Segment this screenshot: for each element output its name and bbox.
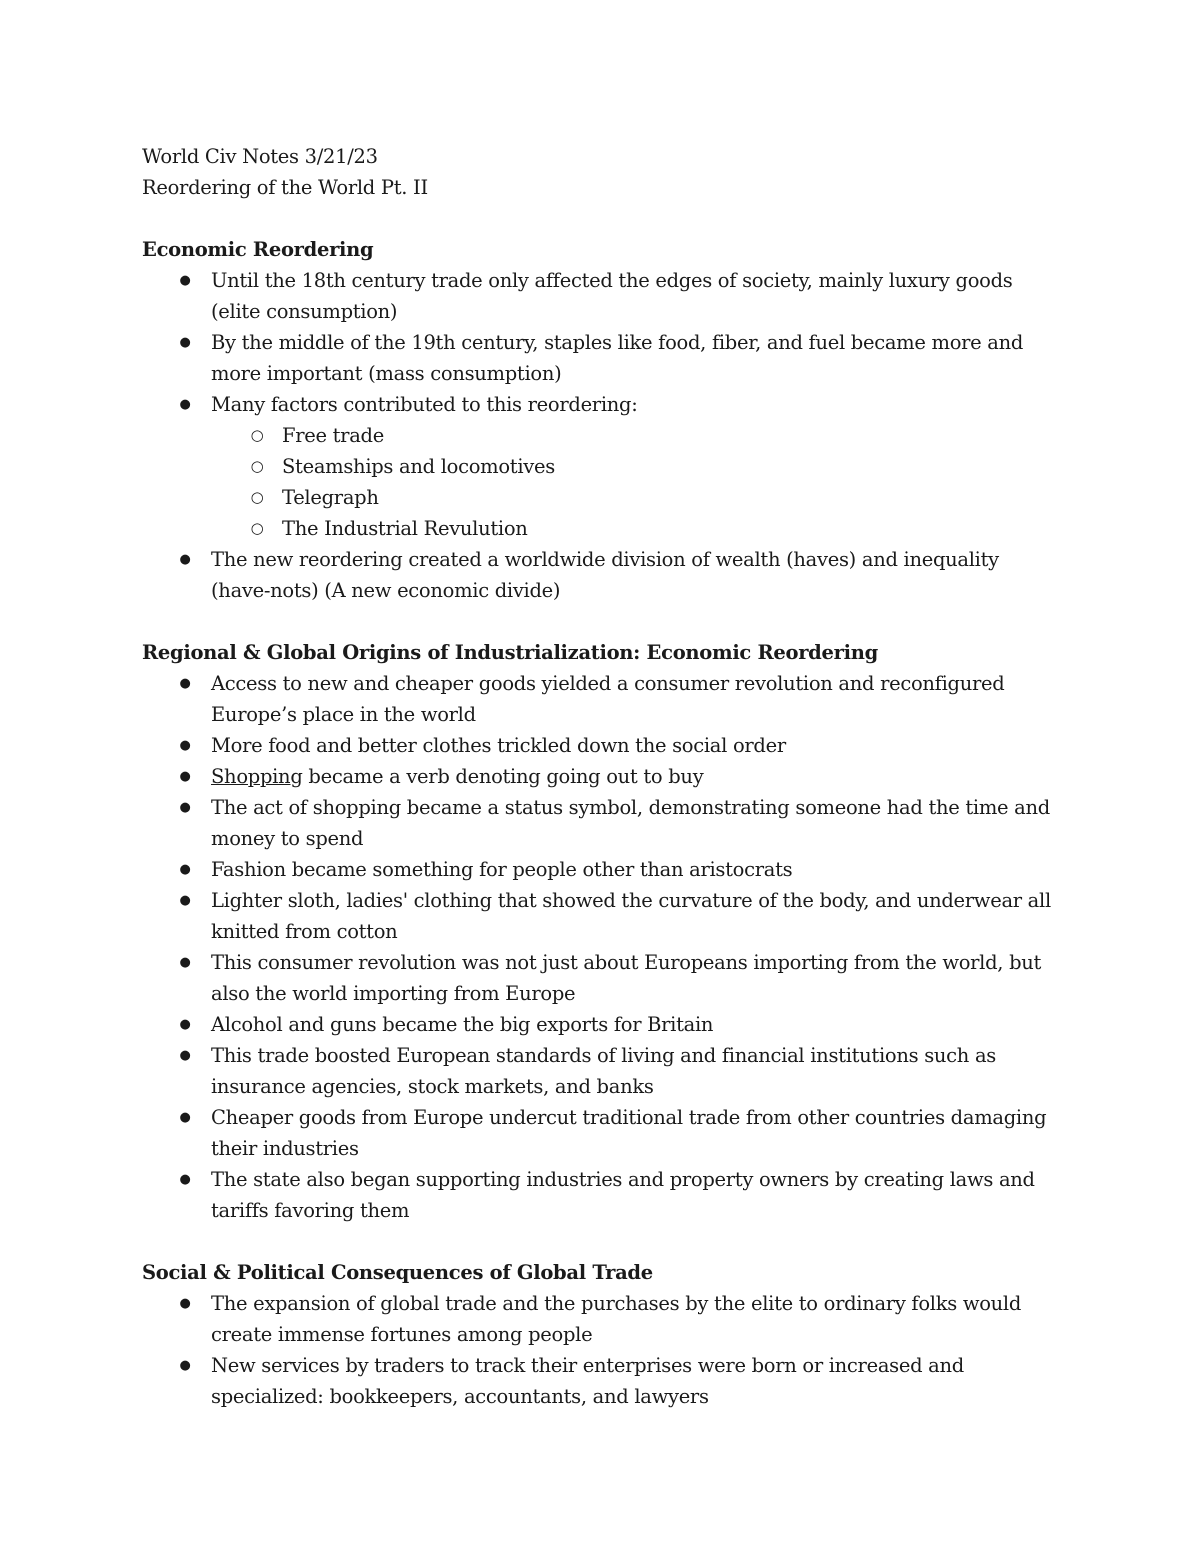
- bullet-list: [142, 1288, 1062, 1412]
- list-item-text: Many factors contributed to this reordering:: [211, 393, 638, 416]
- sub-list-item: [211, 420, 1062, 451]
- list-item-text: Cheaper goods from Europe undercut traditional trade from other countries damaging their industries: [211, 1106, 1047, 1160]
- bullet-list: [142, 265, 1062, 606]
- list-item: [142, 265, 1062, 327]
- bullet-list: [142, 668, 1062, 1226]
- list-item: [142, 854, 1062, 885]
- list-item-text: Access to new and cheaper goods yielded a consumer revolution and reconfigured Europe’s place in the world: [211, 672, 1005, 726]
- hollow-bullet-icon: ○: [250, 488, 264, 506]
- sub-list-item: [211, 513, 1062, 544]
- section-heading: Social & Political Consequences of Global Trade: [142, 1261, 653, 1284]
- list-item-text: Until the 18th century trade only affected the edges of society, mainly luxury goods (elite consumption): [211, 269, 1013, 323]
- list-item-text: By the middle of the 19th century, staples like food, fiber, and fuel became more and more important (mass consumption): [211, 331, 1024, 385]
- underlined-term: Shopping: [211, 765, 303, 788]
- bullet-icon: ●: [179, 1172, 191, 1187]
- section-economic-reordering: [142, 234, 1062, 606]
- sub-list-item: [211, 482, 1062, 513]
- list-item: [142, 1288, 1062, 1350]
- list-item: [142, 1102, 1062, 1164]
- bullet-icon: ●: [179, 552, 191, 567]
- sub-list-item-text: Steamships and locomotives: [282, 455, 555, 478]
- bullet-icon: ●: [179, 1017, 191, 1032]
- list-item-text: Fashion became something for people other than aristocrats: [211, 858, 793, 881]
- bullet-icon: ●: [179, 676, 191, 691]
- hollow-bullet-icon: ○: [250, 519, 264, 537]
- list-item: [142, 327, 1062, 389]
- blank-line: [142, 606, 1062, 637]
- blank-line: [142, 1226, 1062, 1257]
- hollow-bullet-icon: ○: [250, 426, 264, 444]
- bullet-icon: ●: [179, 800, 191, 815]
- section-heading: Regional & Global Origins of Industrialization: Economic Reordering: [142, 641, 878, 664]
- bullet-icon: ●: [179, 862, 191, 877]
- sub-list-item: [211, 451, 1062, 482]
- list-item-text: The expansion of global trade and the purchases by the elite to ordinary folks would create immense fortunes among people: [211, 1292, 1022, 1346]
- section-heading: Economic Reordering: [142, 238, 374, 261]
- list-item: [142, 668, 1062, 730]
- list-item-text: became a verb denoting going out to buy: [308, 765, 704, 788]
- list-item: [142, 947, 1062, 1009]
- bullet-icon: ●: [179, 769, 191, 784]
- list-item: [142, 730, 1062, 761]
- bullet-icon: ●: [179, 397, 191, 412]
- list-item-text: The new reordering created a worldwide division of wealth (haves) and inequality (have-nots) (A new economic divide): [211, 548, 999, 602]
- bullet-icon: ●: [179, 1110, 191, 1125]
- bullet-icon: ●: [179, 1048, 191, 1063]
- list-item-text: This trade boosted European standards of living and financial institutions such as insurance agencies, stock markets, and banks: [211, 1044, 996, 1098]
- list-item: [142, 1040, 1062, 1102]
- bullet-icon: ●: [179, 273, 191, 288]
- sub-list-item-text: The Industrial Revulution: [282, 517, 528, 540]
- blank-line: [142, 203, 1062, 234]
- bullet-icon: ●: [179, 335, 191, 350]
- bullet-icon: ●: [179, 1358, 191, 1373]
- list-item-text: Alcohol and guns became the big exports for Britain: [211, 1013, 714, 1036]
- document-title: World Civ Notes 3/21/23: [142, 145, 378, 168]
- list-item-text: This consumer revolution was not just about Europeans importing from the world, but also the world importing from Europe: [211, 951, 1042, 1005]
- bullet-icon: ●: [179, 1296, 191, 1311]
- list-item-text: The state also began supporting industries and property owners by creating laws and tariffs favoring them: [211, 1168, 1035, 1222]
- list-item: [142, 885, 1062, 947]
- section-social-political-consequences: [142, 1257, 1062, 1412]
- list-item-text: The act of shopping became a status symbol, demonstrating someone had the time and money to spend: [211, 796, 1050, 850]
- document-page: [142, 141, 1062, 1412]
- sub-bullet-list: [211, 420, 1062, 544]
- list-item: [142, 1350, 1062, 1412]
- hollow-bullet-icon: ○: [250, 457, 264, 475]
- list-item-text: New services by traders to track their enterprises were born or increased and specialized: bookkeepers, accountants, and lawyers: [211, 1354, 964, 1408]
- sub-list-item-text: Telegraph: [282, 486, 379, 509]
- list-item: [142, 1009, 1062, 1040]
- list-item: [142, 761, 1062, 792]
- list-item: [142, 389, 1062, 544]
- document-subtitle: Reordering of the World Pt. II: [142, 176, 428, 199]
- section-industrialization-origins: [142, 637, 1062, 1226]
- list-item: [142, 792, 1062, 854]
- bullet-icon: ●: [179, 893, 191, 908]
- list-item-text: Lighter sloth, ladies' clothing that showed the curvature of the body, and underwear all knitted from cotton: [211, 889, 1051, 943]
- bullet-icon: ●: [179, 955, 191, 970]
- list-item: [142, 544, 1062, 606]
- sub-list-item-text: Free trade: [282, 424, 384, 447]
- list-item: [142, 1164, 1062, 1226]
- list-item-text: More food and better clothes trickled down the social order: [211, 734, 786, 757]
- bullet-icon: ●: [179, 738, 191, 753]
